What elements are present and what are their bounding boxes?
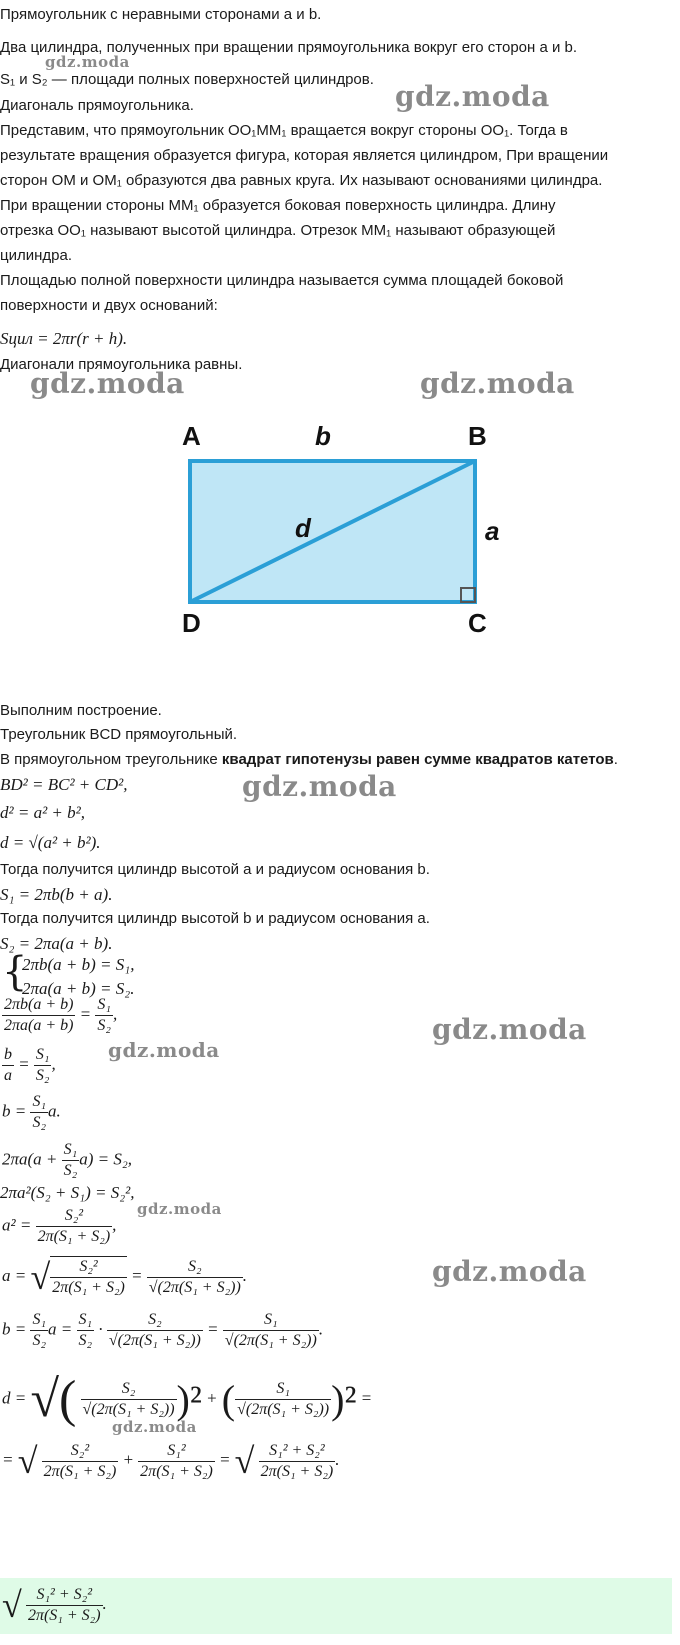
- line-9: отрезка OO₁ называют высотой цилиндра. Отрезок MM₁ называют образующей: [0, 222, 556, 239]
- line-3: S₁ и S₂ — площади полных поверхностей цилиндров.: [0, 71, 374, 88]
- line-13: Sцил = 2πr(r + h).: [0, 329, 128, 348]
- vertex-b-label: B: [468, 425, 487, 451]
- line-29: 2πa²(S₂ + S₁) = S₂²,: [0, 1183, 135, 1202]
- vertex-a-label: A: [182, 425, 201, 451]
- vertex-d-label: D: [182, 608, 201, 638]
- eq-b-final: b = $\frac{\text{S₁}}{\text{S₂}}$ a = $\frac{\text{S₁}}{\text{S₂}}$ · $\frac{\text{S₂}}{\text{√(2π(S₁ + S₂))}}$ = $\frac{\text{S₁}}{\text{√(2π(S₁ + S₂))}}$ .: [2, 1311, 324, 1349]
- line-19: d² = a² + b²,: [0, 803, 85, 822]
- line-14: Диагонали прямоугольника равны.: [0, 356, 243, 373]
- watermark: gdz.moda: [137, 1200, 222, 1218]
- eq-b: b = $\frac{\text{S₁}}{\text{S₂}}$ a.: [2, 1093, 61, 1131]
- watermark: gdz.moda: [432, 1255, 587, 1288]
- diagonal-d-label: d: [295, 513, 311, 543]
- line-22: S₁ = 2πb(b + a).: [0, 885, 113, 904]
- line-4: Диагональ прямоугольника.: [0, 97, 194, 114]
- line-26: 2πa(a + b) = S₂.: [22, 979, 135, 998]
- line-15: Выполним построение.: [0, 702, 162, 719]
- line-7: сторон OM и OM₁ образуются два равных круга. Их называют основаниями цилиндра.: [0, 172, 603, 189]
- line-2: Два цилиндра, полученных при вращении прямоугольника вокруг его сторон a и b.: [0, 39, 578, 56]
- watermark: gdz.moda: [395, 80, 550, 113]
- system-brace: {: [2, 949, 28, 995]
- eq-d-sum: = √ $\frac{\text{S₂²}}{\text{2π(S₁ + S₂)}}$ + $\frac{\text{S₁²}}{\text{2π(S₁ + S₂)}}$ = √ $\frac{\text{S₁² + S₂²}}{\text{2π(S₁ + S₂)}}$ .: [2, 1441, 340, 1481]
- eq-a-squared: a² = $\frac{\text{S₂²}}{\text{2π(S₁ + S₂)}}$ ,: [2, 1207, 117, 1245]
- watermark: gdz.moda: [30, 367, 185, 400]
- line-20: d = √(a² + b²).: [0, 833, 101, 852]
- line-21: Тогда получится цилиндр высотой a и радиусом основания b.: [0, 861, 430, 878]
- watermark: gdz.moda: [432, 1013, 587, 1046]
- watermark: gdz.moda: [242, 770, 397, 803]
- line-11: Площадью полной поверхности цилиндра называется сумма площадей боковой: [0, 272, 564, 289]
- eq-substitute: 2πa(a + $\frac{\text{S₁}}{\text{S₂}}$ a) = S₂,: [2, 1141, 133, 1179]
- line-12: поверхности и двух оснований:: [0, 297, 218, 314]
- side-a-label: a: [485, 516, 500, 546]
- line-16: Треугольник BCD прямоугольный.: [0, 726, 238, 743]
- line-10: цилиндра.: [0, 247, 72, 264]
- line-23: Тогда получится цилиндр высотой b и радиусом основания a.: [0, 910, 430, 927]
- line-8: При вращении стороны MM₁ образуется боковая поверхность цилиндра. Длину: [0, 197, 556, 214]
- line-6: результате вращения образуется фигура, которая является цилиндром, При вращении: [0, 147, 609, 164]
- eq-b-over-a: $\frac{b}{a}$ = $\frac{\text{S₁}}{\text{S₂}}$ ,: [4, 1046, 56, 1084]
- line-5: Представим, что прямоугольник OO₁MM₁ вращается вокруг стороны OO₁. Тогда в: [0, 122, 568, 139]
- eq-a: a = √ $\frac{\text{S₂²}}{\text{2π(S₁ + S₂)}}$ = $\frac{\text{S₂}}{\text{√(2π(S₁ + S₂))}}$ .: [2, 1257, 248, 1297]
- answer-formula: √ $\frac{\text{S₁² + S₂²}}{\text{2π(S₁ + S₂)}}$ .: [2, 1585, 107, 1625]
- eq-d: d = √( $\frac{\text{S₂}}{\text{√(2π(S₁ + S₂))}}$ )² + ( $\frac{\text{S₁}}{\text{√(2π(S₁ + S₂))}}$ )² =: [2, 1371, 373, 1428]
- watermark: gdz.moda: [108, 1038, 220, 1062]
- line-1: Прямоугольник с неравными сторонами a и b.: [0, 6, 322, 23]
- rectangle-figure: [170, 425, 530, 640]
- line-18: BD² = BC² + CD²,: [0, 775, 128, 794]
- side-b-label: b: [315, 425, 331, 451]
- watermark: gdz.moda: [45, 53, 130, 71]
- line-25: 2πb(a + b) = S₁,: [22, 955, 135, 974]
- watermark: gdz.moda: [420, 367, 575, 400]
- watermark: gdz.moda: [112, 1418, 197, 1436]
- eq-ratio: $\frac{2\pi b(a + b)}{2\pi a(a + b)}$ = $\frac{\text{S₁}}{\text{S₂}}$ ,: [4, 996, 118, 1034]
- line-17: В прямоугольном треугольнике квадрат гипотенузы равен сумме квадратов катетов.: [0, 751, 618, 768]
- answer-box: [0, 1578, 672, 1634]
- vertex-c-label: C: [468, 608, 487, 638]
- line-24: S₂ = 2πa(a + b).: [0, 934, 113, 953]
